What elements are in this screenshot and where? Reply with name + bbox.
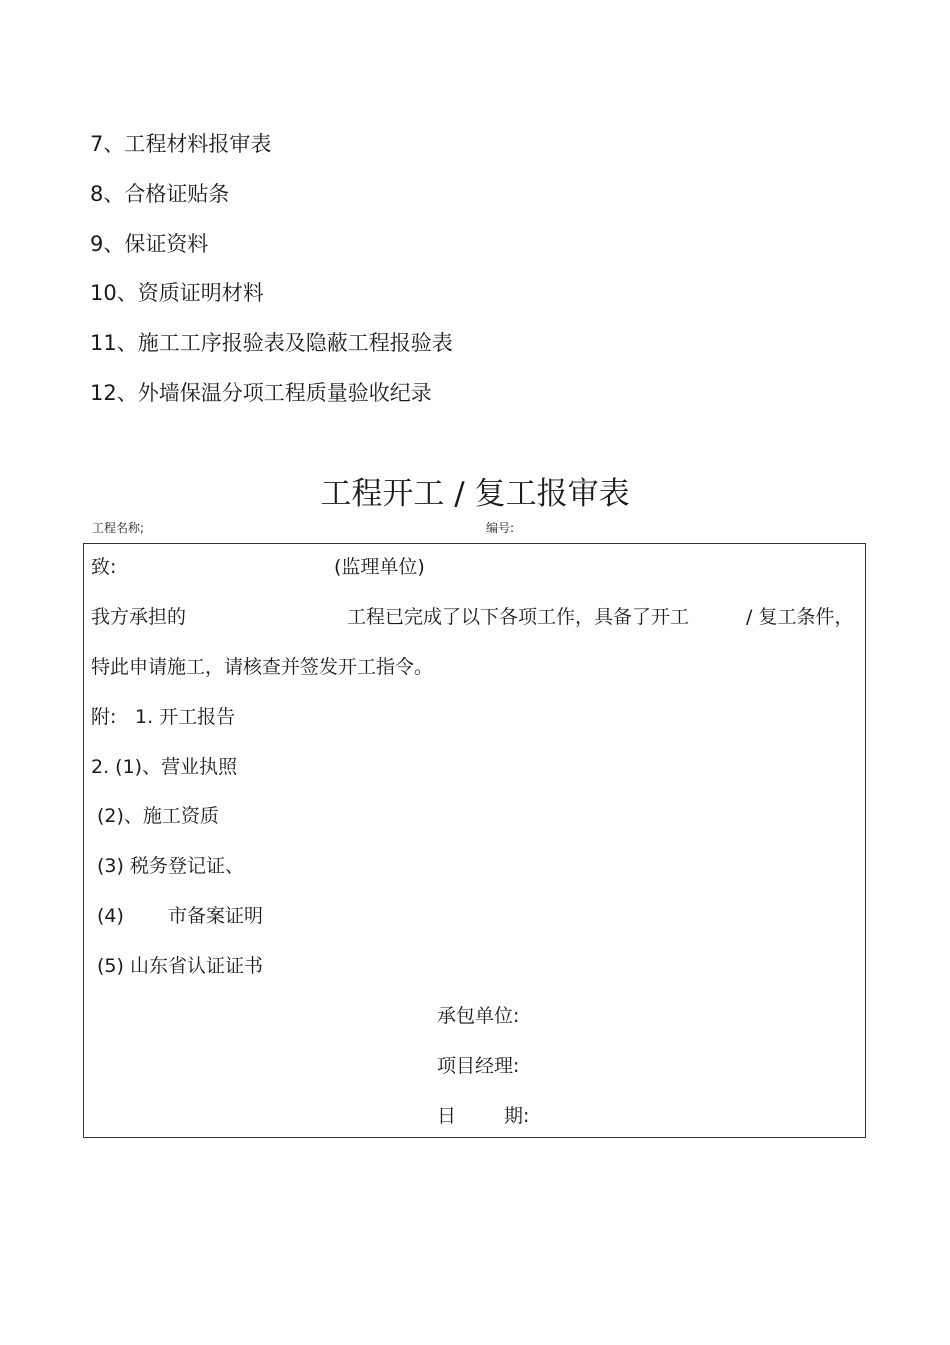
date-label-first: 日: [437, 1105, 457, 1127]
attach-item-2-4-number: (4): [97, 905, 124, 927]
attach-item-1: 1. 开工报告: [135, 706, 236, 728]
attach-item-2-2: (2)、施工资质: [97, 805, 219, 827]
commitment-text-part3: / 复工条件，: [746, 606, 854, 628]
list-item-9: 9、保证资料: [90, 232, 209, 256]
to-label: 致:: [91, 556, 117, 578]
form-box: [83, 543, 866, 1138]
attach-label: 附:: [91, 706, 117, 728]
request-text: 特此申请施工，请核查并签发开工指令。: [91, 656, 434, 678]
list-item-7: 7、工程材料报审表: [90, 132, 272, 156]
number-label: 编号:: [486, 521, 515, 535]
list-item-11: 11、施工工序报验表及隐蔽工程报验表: [90, 331, 453, 355]
supervisor-label: (监理单位): [334, 556, 425, 578]
date-label-second: 期:: [504, 1105, 530, 1127]
attach-item-2-5: (5) 山东省认证证书: [97, 955, 263, 977]
list-item-12: 12、外墙保温分项工程质量验收纪录: [90, 381, 432, 405]
contractor-label: 承包单位:: [437, 1005, 520, 1027]
attach-item-2-3: (3) 税务登记证、: [97, 855, 244, 877]
commitment-text-part2: 工程已完成了以下各项工作，具备了开工: [347, 606, 690, 628]
attach-item-2-1: 2. (1)、营业执照: [91, 756, 238, 778]
list-item-10: 10、资质证明材料: [90, 281, 264, 305]
list-item-8: 8、合格证贴条: [90, 182, 230, 206]
attach-item-2-4-text: 市备案证明: [168, 905, 264, 927]
project-name-label: 工程名称;: [92, 521, 145, 535]
project-manager-label: 项目经理:: [437, 1055, 520, 1077]
form-title: 工程开工 / 复工报审表: [320, 476, 630, 512]
commitment-text-part1: 我方承担的: [91, 606, 187, 628]
